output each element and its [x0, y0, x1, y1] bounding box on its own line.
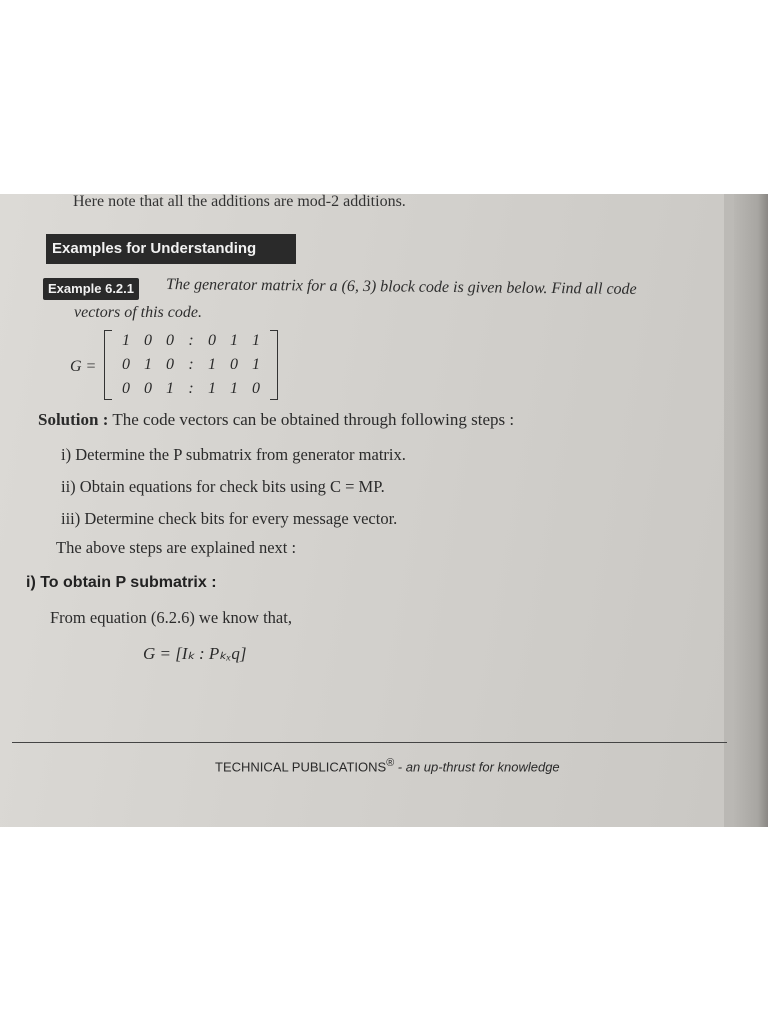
- solution-text: The code vectors can be obtained through following steps :: [112, 410, 515, 429]
- from-equation-text: From equation (6.2.6) we know that,: [50, 608, 292, 627]
- footer-reg: ®: [386, 757, 395, 769]
- step-2: ii) Obtain equations for check bits using C = MP.: [61, 477, 385, 496]
- matrix-right-bracket: [270, 330, 278, 400]
- example-tag: Example 6.2.1: [43, 278, 139, 300]
- matrix-row: 0 1 0 : 1 0 1: [122, 356, 260, 373]
- matrix-row: 1 0 0 : 0 1 1: [122, 332, 260, 349]
- footer-rule: [12, 742, 727, 743]
- example-text-line2: vectors of this code.: [74, 304, 202, 321]
- equation: G = [Iₖ : Pₖₓq]: [143, 644, 247, 663]
- solution-label: Solution :: [38, 410, 109, 429]
- steps-closing: The above steps are explained next :: [56, 538, 297, 557]
- matrix-label: G =: [70, 358, 97, 375]
- subsection-heading: i) To obtain P submatrix :: [26, 574, 217, 591]
- footer: [215, 757, 560, 774]
- book-edge: [734, 194, 768, 827]
- page-photo: [0, 194, 768, 827]
- solution-line: [38, 410, 514, 430]
- section-banner: Examples for Understanding: [46, 234, 296, 264]
- footer-tagline: - an up-thrust for knowledge: [394, 759, 560, 775]
- footer-brand: TECHNICAL PUBLICATIONS: [215, 759, 387, 775]
- top-line: Here note that all the additions are mod-2 additions.: [73, 194, 406, 210]
- step-3: iii) Determine check bits for every message vector.: [61, 509, 398, 528]
- matrix-left-bracket: [104, 330, 112, 400]
- example-text-line1: The generator matrix for a (6, 3) block code is given below. Find all code: [165, 276, 637, 298]
- step-1: i) Determine the P submatrix from generator matrix.: [61, 445, 406, 464]
- matrix-row: 0 0 1 : 1 1 0: [122, 380, 260, 397]
